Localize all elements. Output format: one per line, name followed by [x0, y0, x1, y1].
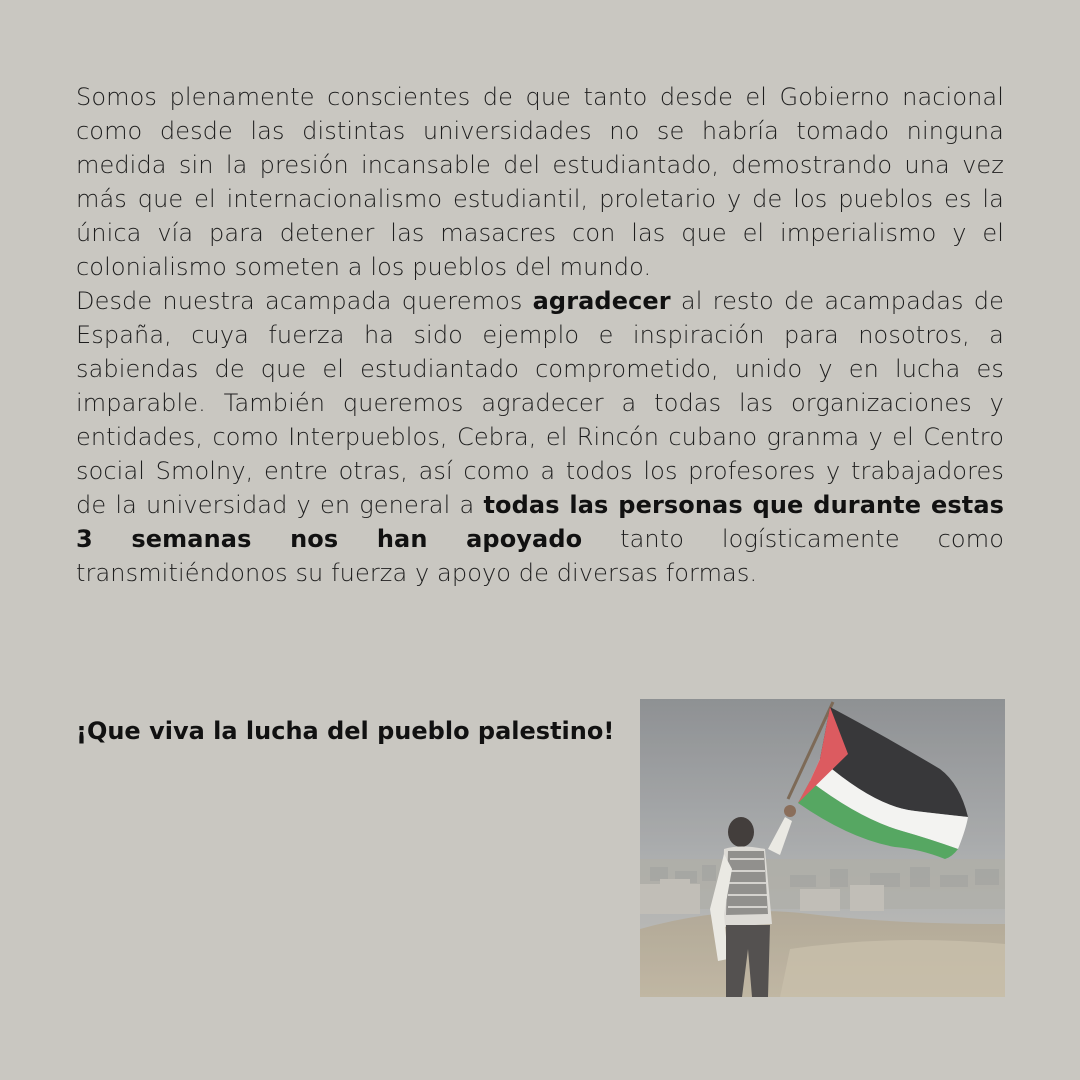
- emphasis-agradecer: agradecer: [532, 287, 671, 315]
- flag-photo-illustration: [640, 699, 1005, 997]
- paragraph-2: [76, 284, 1004, 590]
- paragraph-2-tail: tanto logísticamente como transmitiéndonos su fuerza y apoyo de diversas formas.: [76, 525, 1004, 587]
- flag-photo: [640, 699, 1005, 997]
- statement-text: [76, 80, 1004, 590]
- emphasis-supporters: todas las personas que durante estas 3 semanas nos han apoyado: [76, 491, 1005, 553]
- closing-slogan: ¡Que viva la lucha del pueblo palestino!: [76, 717, 615, 745]
- paragraph-2-middle: al resto de acampadas de España, cuya fuerza ha sido ejemplo e inspiración para nosotros, a sabiendas de que el estudiantado comprometido, unido y en lucha es imparable. También queremos agradecer a todas las organizaciones y entidades, como Interpueblos, Cebra, el Rincón cubano granma y el Centro social Smolny, entre otras, así como a todos los profesores y trabajadores de la universidad y en general a: [76, 287, 1004, 519]
- paragraph-1: Somos plenamente conscientes de que tanto desde el Gobierno nacional como desde las distintas universidades no se habría tomado ninguna medida sin la presión incansable del estudiantado, demostrando una vez más que el internacionalismo estudiantil, proletario y de los pueblos es la única vía para detener las masacres con las que el imperialismo y el colonialismo someten a los pueblos del mundo.: [76, 83, 1004, 281]
- photo-haze: [640, 699, 1005, 997]
- paragraph-2-lead: Desde nuestra acampada queremos: [76, 287, 533, 315]
